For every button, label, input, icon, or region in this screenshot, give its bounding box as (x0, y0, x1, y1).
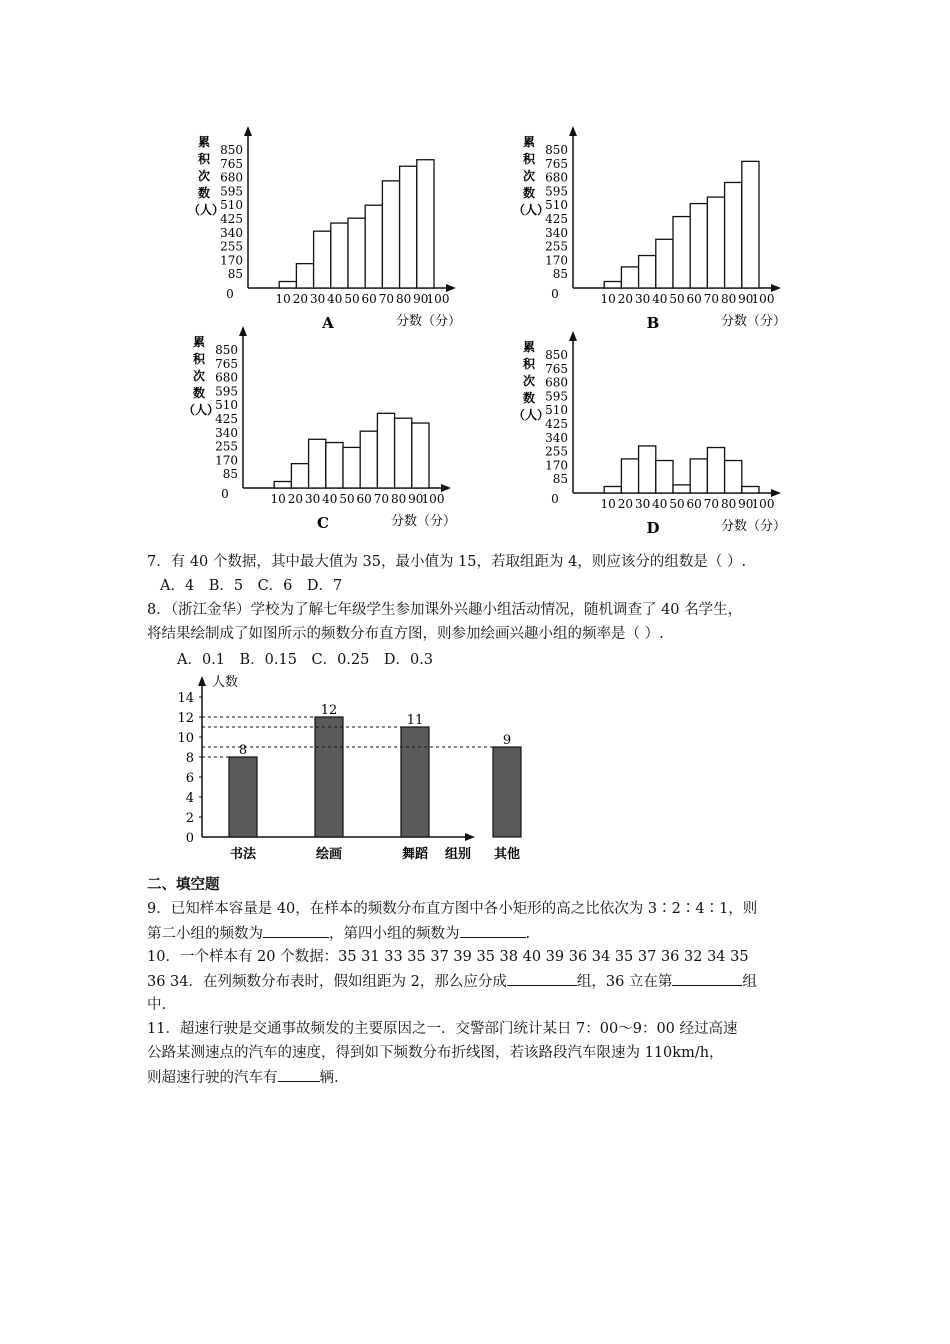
interest-category-label: 绘画 (315, 847, 343, 862)
A-ytick-label: 510 (220, 198, 243, 213)
B-ylabel-char: 积 (523, 152, 536, 166)
A-ytick-label: 595 (220, 184, 243, 199)
B-xtick-label: 50 (669, 292, 685, 306)
C-caption: C (317, 514, 329, 532)
q9-line1: 9．已知样本容量是 40，在样本的频数分布直方图中各小矩形的高之比依次为 3∶2∶4∶1，则 (147, 901, 758, 917)
q11-line2: 公路某测速点的汽车的速度，得到如下频数分布折线图，若该路段汽车限速为 110km/h， (147, 1045, 724, 1061)
histogram-C (175, 320, 460, 540)
interest-category-label: 其他 (493, 847, 521, 862)
C-bar (343, 447, 360, 488)
interest-ylabel: 人数 (212, 675, 239, 690)
D-xtick-label: 10 (600, 497, 616, 511)
C-ytick-label: 680 (215, 370, 238, 385)
D-bar (621, 459, 638, 493)
A-xtick-label: 80 (395, 292, 412, 306)
D-bar (639, 446, 656, 493)
interest-ytick-label: 12 (177, 711, 194, 726)
D-bar (690, 459, 707, 493)
interest-ytick-label: 8 (185, 751, 194, 766)
B-origin-label: 0 (551, 287, 559, 301)
C-ytick-label: 340 (215, 425, 238, 440)
q10-text-a: 36 34．在列频数分布表时，假如组距为 2，那么应分成 (147, 974, 507, 990)
D-xtick-label: 20 (617, 497, 634, 511)
q11-text-b: 辆. (319, 1070, 339, 1086)
q8-line2: 将结果绘制成了如图所示的频数分布直方图，则参加绘画兴趣小组的频率是（ ）. (147, 626, 664, 642)
A-ytick-label: 680 (220, 170, 243, 185)
B-ytick-label: 510 (545, 198, 568, 213)
B-xtick-label: 10 (600, 292, 616, 306)
C-ylabel-char: 数 (193, 386, 206, 400)
B-bar (690, 204, 707, 288)
interest-bar (401, 727, 429, 837)
C-ytick-label: 850 (215, 343, 238, 357)
histogram-B-svg (505, 120, 785, 335)
C-bar (326, 443, 343, 488)
B-x-axis-arrow (771, 284, 781, 292)
A-xtick-label: 30 (309, 292, 326, 306)
interest-data-label: 9 (502, 733, 512, 748)
D-y-axis-arrow (569, 331, 577, 341)
D-ytick-label: 510 (545, 403, 568, 418)
B-ylabel-char: 累 (523, 135, 536, 149)
histogram-A-svg (180, 120, 460, 335)
q8-line1: 8．（浙江金华）学校为了解七年级学生参加课外兴趣小组活动情况，随机调查了 40 名学生， (147, 602, 743, 618)
q10-text-b: 组，36 立在第 (576, 974, 673, 990)
interest-data-label: 12 (320, 703, 338, 718)
C-y-axis-arrow (239, 326, 247, 336)
C-bar (360, 431, 377, 488)
C-ylabel-char: 积 (193, 352, 206, 366)
D-ylabel-char: 次 (523, 374, 536, 388)
D-ylabel-char: 累 (523, 340, 536, 354)
q9-blank-2[interactable] (460, 922, 526, 938)
A-bar (314, 231, 331, 288)
C-bar (274, 482, 291, 488)
A-ytick-label: 85 (227, 267, 243, 282)
C-bar (291, 464, 308, 488)
interest-data-label: 11 (406, 713, 424, 728)
A-bar (417, 160, 434, 288)
A-xtick-label: 10 (275, 292, 291, 306)
A-xtick-label: 100 (426, 292, 450, 306)
A-bar (365, 205, 382, 288)
C-xtick-label: 10 (270, 492, 286, 506)
A-ylabel-char: 数 (198, 186, 211, 200)
histogram-C-svg (175, 320, 460, 540)
D-ytick-label: 680 (545, 375, 568, 390)
A-caption: A (322, 314, 334, 332)
B-xtick-label: 70 (703, 292, 720, 306)
C-ytick-label: 595 (215, 384, 238, 399)
B-bar (604, 282, 621, 288)
A-ytick-label: 765 (220, 156, 243, 171)
B-xtick-label: 20 (617, 292, 634, 306)
B-bar (656, 239, 673, 288)
interest-ytick-label: 2 (185, 811, 194, 826)
B-bar (673, 217, 690, 288)
A-xtick-label: 50 (344, 292, 360, 306)
D-ytick-label: 425 (545, 417, 568, 431)
q11-line3 (147, 1066, 339, 1089)
q8-options: A．0.1 B．0.15 C．0.25 D．0.3 (177, 652, 434, 668)
D-xtick-label: 70 (703, 497, 720, 511)
q7-stem: 7．有 40 个数据，其中最大值为 35，最小值为 15，若取组距为 4，则应该分的组数是（ ）. (147, 554, 747, 570)
histogram-D (505, 325, 785, 540)
D-ylabel-char: 积 (523, 357, 536, 371)
q10-blank-2[interactable] (672, 970, 742, 986)
B-bar (707, 197, 724, 288)
A-xtick-label: 40 (327, 292, 343, 306)
C-ytick-label: 425 (215, 412, 238, 426)
interest-bar (229, 757, 257, 837)
C-ylabel-char: 次 (193, 369, 206, 383)
B-xtick-label: 100 (751, 292, 775, 306)
C-ytick-label: 510 (215, 398, 238, 413)
B-ytick-label: 425 (545, 212, 568, 226)
q11-text-a: 则超速行驶的汽车有 (147, 1070, 278, 1086)
C-bar (395, 418, 412, 488)
B-xtick-label: 60 (686, 292, 702, 306)
A-bar (348, 218, 365, 288)
D-xtick-label: 30 (634, 497, 651, 511)
A-ylabel-char: 累 (198, 135, 211, 149)
C-ytick-label: 170 (215, 453, 238, 468)
q11-line1: 11．超速行驶是交通事故频发的主要原因之一．交警部门统计某日 7：00～9：00 经过高速 (147, 1021, 738, 1037)
interest-category-label: 舞蹈 (401, 847, 429, 862)
interest-group-histogram-svg (170, 670, 521, 865)
C-ytick-label: 255 (215, 439, 238, 454)
D-ylabel-char: 数 (523, 391, 536, 405)
interest-group-histogram (170, 670, 521, 865)
B-xtick-label: 40 (652, 292, 668, 306)
A-xtick-label: 70 (378, 292, 395, 306)
A-ylabel-char: 次 (198, 169, 211, 183)
D-xtick-label: 100 (751, 497, 775, 511)
B-ytick-label: 255 (545, 239, 568, 254)
q7-options: A．4 B．5 C．6 D．7 (160, 578, 343, 594)
B-xlabel: 分数（分） (721, 314, 787, 329)
D-xtick-label: 50 (669, 497, 685, 511)
D-ytick-label: 255 (545, 444, 568, 459)
D-ytick-label: 170 (545, 458, 568, 473)
A-ytick-label: 170 (220, 253, 243, 268)
D-ytick-label: 340 (545, 430, 568, 445)
A-ytick-label: 340 (220, 225, 243, 240)
D-x-axis-arrow (771, 489, 781, 497)
B-ylabel-char: 次 (523, 169, 536, 183)
C-ylabel-char: （人） (183, 403, 220, 417)
A-bar (296, 264, 313, 288)
q9-text-b: ，第四小组的频数为 (329, 926, 460, 942)
A-xlabel: 分数（分） (396, 314, 462, 329)
q9-text-c: . (525, 926, 531, 942)
interest-ytick-label: 4 (185, 791, 194, 806)
B-caption: B (646, 314, 660, 332)
D-xlabel: 分数（分） (721, 519, 787, 534)
B-bar (742, 161, 759, 288)
C-bar (377, 413, 394, 488)
D-xtick-label: 60 (686, 497, 702, 511)
C-xtick-label: 80 (390, 492, 407, 506)
q10-line1: 10．一个样本有 20 个数据：35 31 33 35 37 39 35 38 40 39 36 34 35 37 36 32 34 35 (147, 949, 749, 965)
interest-xlabel: 组别 (444, 847, 472, 862)
D-ytick-label: 765 (545, 361, 568, 376)
A-x-axis-arrow (446, 284, 456, 292)
D-bar (742, 487, 759, 493)
C-xtick-label: 50 (339, 492, 355, 506)
D-bar (673, 485, 690, 493)
A-ytick-label: 255 (220, 239, 243, 254)
A-ytick-label: 425 (220, 212, 243, 226)
C-xtick-label: 40 (322, 492, 338, 506)
D-caption: D (646, 519, 660, 537)
B-xtick-label: 90 (738, 292, 754, 306)
q11-blank-1[interactable] (278, 1066, 320, 1082)
A-ylabel-char: 积 (198, 152, 211, 166)
D-bar (725, 461, 742, 493)
q9-text-a: 第二小组的频数为 (147, 926, 263, 942)
B-ytick-label: 595 (545, 184, 568, 199)
B-ytick-label: 680 (545, 170, 568, 185)
q10-text-c: 组 (742, 974, 757, 990)
D-bar (656, 461, 673, 493)
B-bar (725, 182, 742, 288)
A-ylabel-char: （人） (188, 203, 225, 217)
B-y-axis-arrow (569, 126, 577, 136)
C-ytick-label: 85 (222, 467, 238, 482)
B-ytick-label: 765 (545, 156, 568, 171)
A-xtick-label: 60 (361, 292, 377, 306)
C-xtick-label: 100 (421, 492, 445, 506)
B-xtick-label: 30 (634, 292, 651, 306)
interest-bar (315, 717, 343, 837)
D-origin-label: 0 (551, 492, 559, 506)
C-bar (412, 423, 429, 488)
interest-category-label: 书法 (229, 847, 257, 862)
C-origin-label: 0 (221, 487, 229, 501)
q10-blank-1[interactable] (507, 970, 577, 986)
interest-ytick-label: 10 (177, 731, 194, 746)
C-xtick-label: 90 (408, 492, 424, 506)
C-ylabel-char: 累 (193, 335, 206, 349)
interest-ytick-label: 14 (177, 691, 194, 706)
histogram-B (505, 120, 785, 335)
A-bar (331, 223, 348, 288)
D-ytick-label: 85 (552, 472, 568, 487)
A-bar (400, 166, 417, 288)
A-bar (382, 181, 399, 288)
D-bar (707, 448, 724, 493)
interest-ytick-label: 6 (185, 771, 194, 786)
B-ylabel-char: 数 (523, 186, 536, 200)
D-xtick-label: 40 (652, 497, 668, 511)
interest-y-axis-arrow (198, 676, 206, 686)
q10-line2 (147, 970, 757, 993)
B-ylabel-char: （人） (513, 203, 550, 217)
D-bar (604, 487, 621, 493)
q10-line3: 中. (147, 997, 167, 1013)
histogram-A (180, 120, 460, 335)
interest-x-axis-arrow (465, 833, 475, 841)
C-xtick-label: 70 (373, 492, 390, 506)
A-origin-label: 0 (226, 287, 234, 301)
B-xtick-label: 80 (720, 292, 737, 306)
C-xtick-label: 20 (287, 492, 304, 506)
D-ytick-label: 595 (545, 389, 568, 404)
A-xtick-label: 20 (292, 292, 309, 306)
A-ytick-label: 850 (220, 143, 243, 157)
C-xtick-label: 60 (356, 492, 372, 506)
C-xlabel: 分数（分） (391, 514, 457, 529)
A-y-axis-arrow (244, 126, 252, 136)
B-bar (639, 256, 656, 288)
D-ytick-label: 850 (545, 348, 568, 362)
interest-ytick-label: 0 (185, 831, 194, 846)
section-2-title: 二、填空题 (147, 876, 220, 893)
A-bar (279, 282, 296, 288)
C-x-axis-arrow (441, 484, 451, 492)
q9-line2 (147, 922, 530, 945)
interest-bar (493, 747, 521, 837)
C-ytick-label: 765 (215, 356, 238, 371)
D-xtick-label: 80 (720, 497, 737, 511)
C-bar (309, 439, 326, 488)
B-bar (621, 267, 638, 288)
A-xtick-label: 90 (413, 292, 429, 306)
q9-blank-1[interactable] (263, 922, 329, 938)
B-ytick-label: 340 (545, 225, 568, 240)
D-ylabel-char: （人） (513, 408, 550, 422)
histogram-D-svg (505, 325, 785, 540)
B-ytick-label: 850 (545, 143, 568, 157)
D-xtick-label: 90 (738, 497, 754, 511)
B-ytick-label: 85 (552, 267, 568, 282)
B-ytick-label: 170 (545, 253, 568, 268)
C-xtick-label: 30 (304, 492, 321, 506)
interest-data-label: 8 (238, 743, 248, 758)
